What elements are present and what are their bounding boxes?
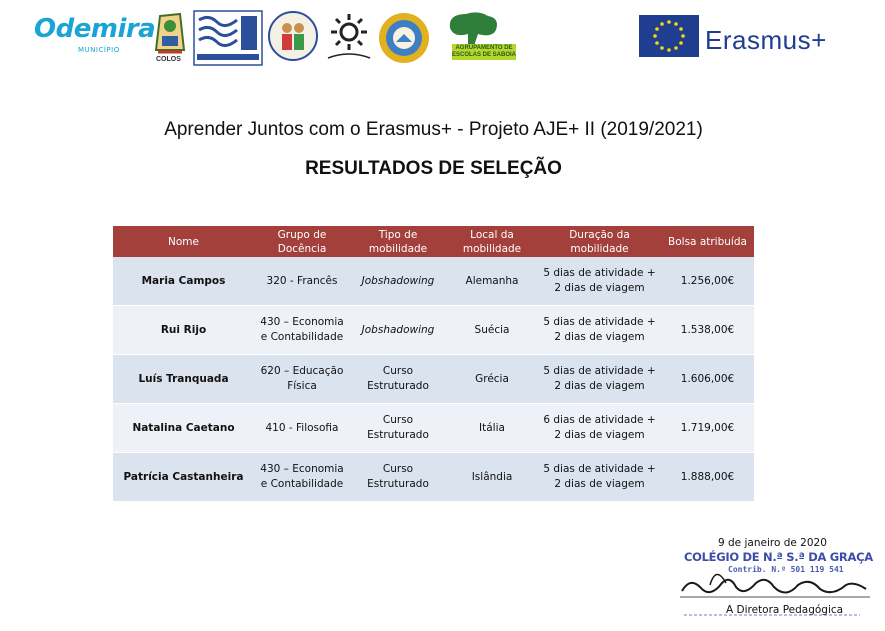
table-row xyxy=(113,306,754,355)
school-stamp: COLÉGIO DE N.ª S.ª DA GRAÇA xyxy=(684,550,873,564)
cell-duration: 5 dias de atividade + 2 dias de viagem xyxy=(538,355,661,404)
cell-name: Patrícia Castanheira xyxy=(113,453,254,502)
erasmus-plus-logo xyxy=(639,15,839,61)
school-group-emblem-icon xyxy=(193,10,263,66)
cell-duration: 5 dias de atividade + 2 dias de viagem xyxy=(538,306,661,355)
cell-group: 320 - Francês xyxy=(254,257,350,306)
signature-block xyxy=(670,525,880,629)
column-header-location: Local da mobilidade xyxy=(446,226,538,257)
signature-date: 9 de janeiro de 2020 xyxy=(718,537,827,549)
cell-type: Curso Estruturado xyxy=(350,453,446,502)
school-group-logo xyxy=(193,10,263,66)
cell-type: Curso Estruturado xyxy=(350,355,446,404)
cell-location: Islândia xyxy=(446,453,538,502)
school-circle-logo xyxy=(267,10,319,62)
cell-type: Jobshadowing xyxy=(350,306,446,355)
table-row xyxy=(113,404,754,453)
colegio-logo xyxy=(378,12,430,64)
cell-location: Suécia xyxy=(446,306,538,355)
colos-logo xyxy=(150,10,190,68)
logo-row xyxy=(0,0,885,80)
colegio-emblem-icon xyxy=(378,12,430,64)
cell-group: 620 – Educação Física xyxy=(254,355,350,404)
cell-type: Curso Estruturado xyxy=(350,404,446,453)
document-title: Aprender Juntos com o Erasmus+ - Projeto AJE+ II (2019/2021) xyxy=(164,119,703,140)
agrupamento-sun-icon xyxy=(322,12,376,66)
cell-grant: 1.606,00€ xyxy=(661,355,754,404)
odemira-subtitle: MUNICÍPIO xyxy=(78,46,120,54)
cell-grant: 1.888,00€ xyxy=(661,453,754,502)
escolas-saboia-caption: AGRUPAMENTO DE ESCOLAS DE SABOIA xyxy=(452,45,517,58)
colos-caption: COLOS xyxy=(156,56,181,63)
cell-location: Alemanha xyxy=(446,257,538,306)
cell-location: Grécia xyxy=(446,355,538,404)
cell-grant: 1.256,00€ xyxy=(661,257,754,306)
cell-group: 430 – Economia e Contabilidade xyxy=(254,453,350,502)
cell-duration: 5 dias de atividade + 2 dias de viagem xyxy=(538,257,661,306)
signature-role: A Diretora Pedagógica xyxy=(726,604,844,616)
cell-name: Maria Campos xyxy=(113,257,254,306)
table-row xyxy=(113,257,754,306)
agrupamento-logo xyxy=(322,12,376,66)
column-header-group: Grupo de Docência xyxy=(254,226,350,257)
colos-emblem-icon xyxy=(150,10,190,56)
column-header-type: Tipo de mobilidade xyxy=(350,226,446,257)
cell-name: Luís Tranquada xyxy=(113,355,254,404)
cell-grant: 1.538,00€ xyxy=(661,306,754,355)
column-header-duration: Duração da mobilidade xyxy=(538,226,661,257)
cell-name: Rui Rijo xyxy=(113,306,254,355)
table-row xyxy=(113,453,754,502)
school-circle-emblem-icon xyxy=(267,10,319,62)
column-header-name: Nome xyxy=(113,226,254,257)
erasmus-plus-wordmark: Erasmus+ xyxy=(705,25,827,55)
document-heading: RESULTADOS DE SELEÇÃO xyxy=(305,158,562,179)
cell-grant: 1.719,00€ xyxy=(661,404,754,453)
cell-group: 410 - Filosofia xyxy=(254,404,350,453)
odemira-logo xyxy=(34,14,156,62)
table-header-row xyxy=(113,226,754,257)
results-table xyxy=(113,226,754,502)
cell-name: Natalina Caetano xyxy=(113,404,254,453)
cell-duration: 6 dias de atividade + 2 dias de viagem xyxy=(538,404,661,453)
escolas-saboia-logo xyxy=(432,10,520,66)
table-row xyxy=(113,355,754,404)
cell-location: Itália xyxy=(446,404,538,453)
column-header-grant: Bolsa atribuída xyxy=(661,226,754,257)
odemira-wordmark: Odemira xyxy=(34,14,156,44)
cell-group: 430 – Economia e Contabilidade xyxy=(254,306,350,355)
cell-duration: 5 dias de atividade + 2 dias de viagem xyxy=(538,453,661,502)
school-stamp-detail: Contrib. N.º 501 119 541 xyxy=(728,565,844,574)
eu-flag-icon xyxy=(639,15,699,57)
cell-type: Jobshadowing xyxy=(350,257,446,306)
